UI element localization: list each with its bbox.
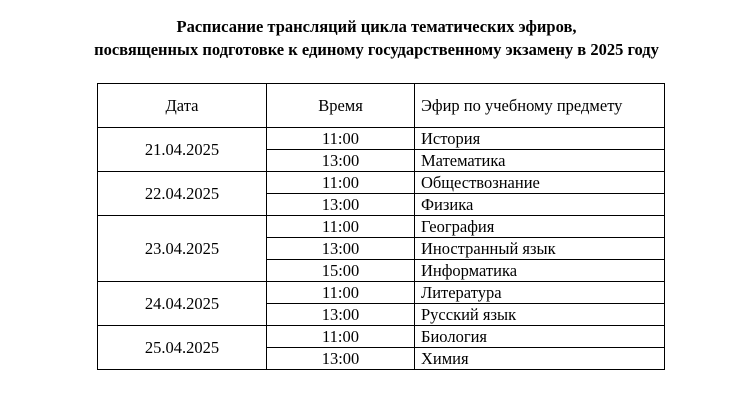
- schedule-body: [98, 128, 665, 370]
- table-row: [98, 216, 665, 238]
- time-cell: 11:00: [267, 326, 415, 348]
- time-cell: 11:00: [267, 172, 415, 194]
- date-cell: 21.04.2025: [98, 128, 267, 172]
- subject-cell: Обществознание: [415, 172, 665, 194]
- title-line-2: посвященных подготовке к единому государственному экзамену в 2025 году: [94, 40, 659, 59]
- title-line-1: Расписание трансляций цикла тематических эфиров,: [176, 17, 577, 36]
- time-cell: 13:00: [267, 238, 415, 260]
- time-cell: 15:00: [267, 260, 415, 282]
- time-cell: 11:00: [267, 128, 415, 150]
- subject-cell: Биология: [415, 326, 665, 348]
- subject-cell: Литература: [415, 282, 665, 304]
- subject-cell: Физика: [415, 194, 665, 216]
- table-header-row: [98, 84, 665, 128]
- subject-cell: История: [415, 128, 665, 150]
- page-title: [0, 15, 753, 61]
- header-date: Дата: [98, 84, 267, 128]
- header-subject: Эфир по учебному предмету: [415, 84, 665, 128]
- subject-cell: Математика: [415, 150, 665, 172]
- date-cell: 22.04.2025: [98, 172, 267, 216]
- subject-cell: Химия: [415, 348, 665, 370]
- time-cell: 11:00: [267, 282, 415, 304]
- date-cell: 24.04.2025: [98, 282, 267, 326]
- table-row: [98, 128, 665, 150]
- table-row: [98, 326, 665, 348]
- date-cell: 23.04.2025: [98, 216, 267, 282]
- time-cell: 11:00: [267, 216, 415, 238]
- time-cell: 13:00: [267, 348, 415, 370]
- subject-cell: Иностранный язык: [415, 238, 665, 260]
- subject-cell: География: [415, 216, 665, 238]
- time-cell: 13:00: [267, 194, 415, 216]
- date-cell: 25.04.2025: [98, 326, 267, 370]
- table-row: [98, 282, 665, 304]
- header-time: Время: [267, 84, 415, 128]
- time-cell: 13:00: [267, 150, 415, 172]
- table-row: [98, 172, 665, 194]
- schedule-table: [97, 83, 665, 370]
- time-cell: 13:00: [267, 304, 415, 326]
- subject-cell: Русский язык: [415, 304, 665, 326]
- subject-cell: Информатика: [415, 260, 665, 282]
